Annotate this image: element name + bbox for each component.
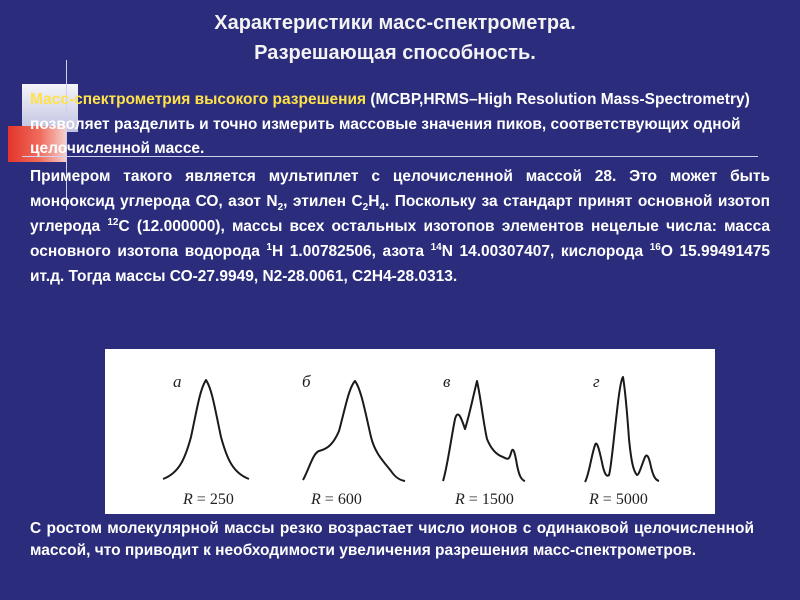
peak-panel-b <box>302 372 405 508</box>
peak-curve-b <box>303 381 405 481</box>
h1-superscript: 1 <box>266 241 272 253</box>
peak-panel-d <box>585 372 659 508</box>
peak-curve-d <box>585 377 659 482</box>
example-paragraph <box>30 164 770 289</box>
example-text-2: , этилен С <box>283 193 363 210</box>
resolution-label-a: R = 250 <box>183 491 234 508</box>
h4-subscript: 4 <box>379 202 385 214</box>
peak-curve-c <box>443 381 525 481</box>
panel-letter-b: б <box>302 372 311 391</box>
n2-subscript: 2 <box>277 202 284 214</box>
example-text-5: С (12.000000), массы всех остальных изотопов элементов нецелые числа: масса основного изотопа водорода <box>30 218 771 260</box>
n14-superscript: 14 <box>430 241 442 253</box>
peak-panel-c <box>443 372 525 508</box>
example-text-8: О 15.99491475 ит.д. Тогда массы СО-27.9949, N2-28.0061, C2H4-28.0313. <box>30 243 770 285</box>
resolution-label-c: R = 1500 <box>455 491 514 508</box>
panel-letter-c: в <box>443 372 451 391</box>
intro-text: (МСВР,HRMS–High Resolution Mass-Spectrometry) позволяет разделить и точно измерить массовые значения пиков, соответствующих одной целочисленной массе. <box>30 91 750 157</box>
example-text-6: Н 1.00782506, азота <box>271 243 431 260</box>
panel-letter-a: а <box>173 372 182 391</box>
example-text-1: Примером такого является мультиплет с целочисленной массой 28. Это может быть монооксид углерода СО, азот N <box>30 168 770 210</box>
example-text-4: . Поскольку за стандарт принят основной изотоп углерода <box>30 193 771 235</box>
title-line-2: Разрешающая способность. <box>254 42 536 64</box>
c12-superscript: 12 <box>107 216 119 228</box>
panel-letter-d: г <box>593 372 600 391</box>
peak-panel-a <box>163 372 249 508</box>
slide-title <box>100 8 690 68</box>
resolution-label-b: R = 600 <box>311 491 362 508</box>
conclusion-paragraph: С ростом молекулярной массы резко возрастает число ионов с одинаковой целочисленной массой, что приводит к необходимости увеличения разрешения масс-спектрометров. <box>30 520 754 559</box>
resolution-label-d: R = 5000 <box>589 491 648 508</box>
example-text-7: N 14.00307407, кислорода <box>441 243 650 260</box>
example-text-3: Н <box>368 193 380 210</box>
intro-highlight: Масс-спектрометрия высокого разрешения <box>30 91 367 108</box>
peak-profiles-svg <box>105 349 715 514</box>
intro-paragraph <box>30 88 770 162</box>
c2-subscript: 2 <box>362 202 369 214</box>
title-line-1: Характеристики масс-спектрометра. <box>214 12 576 34</box>
o16-superscript: 16 <box>649 241 661 253</box>
peak-curve-a <box>163 380 249 479</box>
resolution-figure <box>105 349 715 514</box>
